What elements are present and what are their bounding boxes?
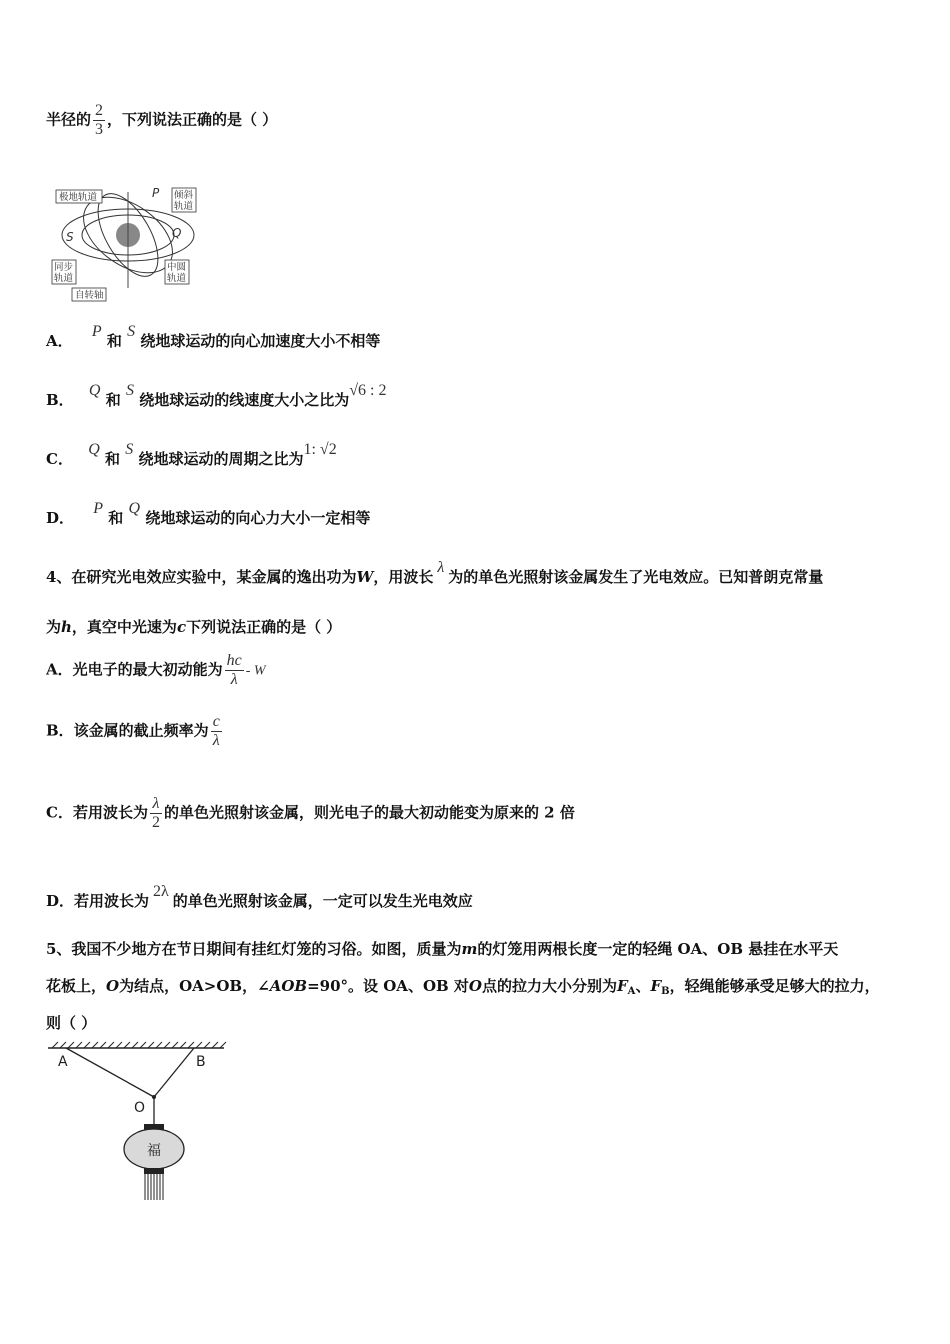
q3-option-c: C． Q 和 S 绕地球运动的周期之比为1: √2 bbox=[46, 441, 337, 468]
point-p: P bbox=[152, 186, 160, 200]
label-o: O bbox=[134, 1100, 146, 1116]
q4-option-c: C．若用波长为 $\frac{\lambda}{2}$ 的单色光照射该金属，则光电子的最大初动能变为原来的 2 倍 bbox=[46, 795, 575, 831]
point-q: Q bbox=[172, 226, 182, 240]
q4-stem-line2: 为h，真空中光速为c下列说法正确的是（ ） bbox=[46, 618, 342, 636]
label-inclined-1: 倾斜 bbox=[174, 190, 194, 201]
label-sync-2: 轨道 bbox=[54, 273, 74, 284]
q5-stem-line1: 5、我国不少地方在节日期间有挂红灯笼的习俗。如图，质量为m的灯笼用两根长度一定的轻绳 OA、OB 悬挂在水平天 bbox=[46, 940, 839, 958]
label-mid-1: 中圆 bbox=[167, 262, 187, 273]
label-a: A bbox=[58, 1054, 68, 1070]
label-inclined-2: 轨道 bbox=[174, 201, 194, 212]
lantern-figure bbox=[44, 1040, 230, 1206]
lantern-character: 福 bbox=[147, 1143, 161, 1159]
q5-stem-line2: 花板上，O为结点，OA>OB，∠AOB=90°。设 OA、OB 对O点的拉力大小分别为$F_A$、$F_B$，轻绳能够承受足够大的拉力， bbox=[46, 977, 880, 997]
orbit-figure bbox=[48, 182, 208, 304]
q4-c-fraction: $\frac{\lambda}{2}$ bbox=[151, 795, 160, 831]
q4-option-b: B．该金属的截止频率为 $\frac{c}{\lambda}$ bbox=[46, 713, 220, 749]
label-polar: 极地轨道 bbox=[59, 192, 98, 203]
q4-option-d: D．若用波长为2λ的单色光照射该金属，一定可以发生光电效应 bbox=[46, 883, 473, 910]
q4-b-fraction: $\frac{c}{\lambda}$ bbox=[212, 713, 220, 749]
q5-stem-line3: 则（ ） bbox=[46, 1014, 97, 1032]
q4-a-fraction: $\frac{hc}{\lambda}$ bbox=[226, 652, 242, 688]
q4-stem-line1: 4、在研究光电效应实验中，某金属的逸出功为W，用波长λ为的单色光照射该金属发生了光电效应。已知普朗克常量 bbox=[46, 559, 824, 586]
q3-intro-text: 半径的 bbox=[46, 110, 92, 129]
rope-oa bbox=[66, 1048, 154, 1097]
rope-ob bbox=[154, 1048, 194, 1097]
q4-option-a: A．光电子的最大初动能为 $\frac{hc}{\lambda}$ - W bbox=[46, 652, 266, 688]
label-b: B bbox=[196, 1054, 206, 1070]
q3-option-d: D． P 和 Q 绕地球运动的向心力大小一定相等 bbox=[46, 500, 371, 527]
label-sync-1: 同步 bbox=[54, 262, 74, 273]
q3-option-a: A． P 和 S 绕地球运动的向心加速度大小不相等 bbox=[46, 323, 381, 350]
q3-intro bbox=[46, 102, 277, 139]
q3-option-b: B． Q 和 S 绕地球运动的线速度大小之比为√6 : 2 bbox=[46, 382, 387, 409]
point-s: S bbox=[66, 230, 74, 244]
label-axis: 自转轴 bbox=[75, 290, 104, 301]
label-mid-2: 轨道 bbox=[167, 273, 187, 284]
q3-intro-tail: ，下列说法正确的是（ ） bbox=[107, 110, 278, 129]
q3-fraction: $\frac{2}{3}$ bbox=[95, 102, 104, 138]
